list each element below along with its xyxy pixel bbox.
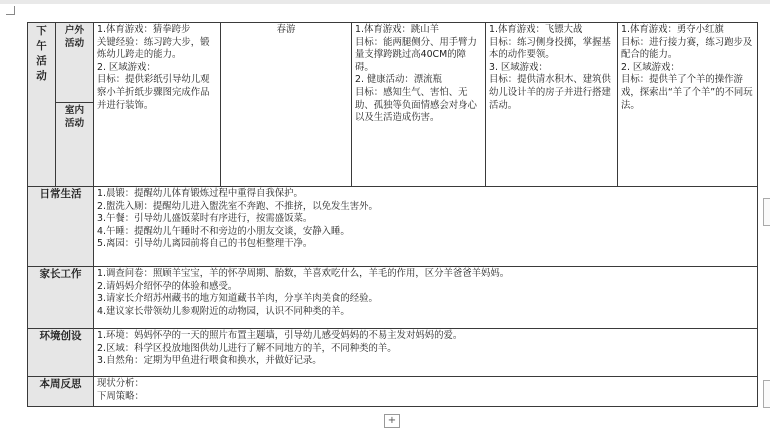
afternoon-cell-fri <box>618 23 758 187</box>
environment-row <box>28 329 758 377</box>
activity-line: 目标：能两腿侧分、用手臂力量支撑跨跳过高40CM的障碍。 <box>355 36 477 73</box>
afternoon-cell-mon <box>94 23 221 187</box>
afternoon-cell-wed <box>352 23 486 187</box>
daily-line: 1.晨锻：提醒幼儿体育锻炼过程中重得自我保护。 <box>97 188 303 199</box>
afternoon-cell-thu <box>486 23 618 187</box>
reflection-line: 现状分析： <box>97 378 144 389</box>
parent-line: 2.请妈妈介绍怀孕的体验和感受。 <box>97 280 238 292</box>
daily-line: 4.午睡：提醒幼儿午睡时不和旁边的小朋友交谈，安静入睡。 <box>97 225 350 237</box>
parent-line: 3.请家长介绍苏州藏书的地方知道藏书羊肉，分享羊肉美食的经验。 <box>97 293 378 305</box>
daily-line: 3.午餐：引导幼儿盛饭菜时有序进行，按需盛饭菜。 <box>97 213 313 225</box>
reflection-line: 下周策略： <box>97 390 144 402</box>
environment-line: 3.自然角：定期为甲鱼进行喂食和换水，并做好记录。 <box>97 355 322 367</box>
indoor-label-line: 活动 <box>64 118 85 129</box>
daily-line: 5.离园：引导幼儿离园前将自己的书包柜整理干净。 <box>97 238 313 250</box>
activity-line: 1.体育游戏：猜拳跨步 <box>97 24 191 35</box>
activity-line: 关键经验：练习跨大步，锻炼幼儿跨走的能力。 <box>97 36 210 61</box>
crop-corner-mark <box>6 6 15 15</box>
indoor-label-line: 室内 <box>64 105 85 116</box>
daily-life-content <box>94 187 758 267</box>
page-top-edge <box>0 0 770 4</box>
activity-line: 2. 区域游戏： <box>97 61 156 73</box>
activity-line: 目标：提供羊了个羊的操作游戏，探索出“羊了个羊”的不同玩法。 <box>621 74 753 111</box>
activity-line: 目标：练习侧身投掷，掌握基本的动作要领。 <box>489 36 611 61</box>
activity-line: 1.体育游戏：跳山羊 <box>355 24 439 35</box>
daily-life-row <box>28 187 758 267</box>
environment-line: 2.区域：科学区投放地图供幼儿进行了解不同地方的羊，不同种类的羊。 <box>97 342 397 354</box>
environment-content <box>94 329 758 377</box>
afternoon-label-char: 动 <box>36 70 47 82</box>
afternoon-label <box>28 23 56 187</box>
outdoor-activity-label <box>56 23 94 103</box>
parent-work-row <box>28 267 758 329</box>
side-scroll-handle[interactable] <box>763 198 770 226</box>
daily-life-label: 日常生活 <box>28 187 94 267</box>
activity-line: 1.体育游戏：飞镖大战 <box>489 24 583 35</box>
afternoon-label-char: 午 <box>36 40 47 52</box>
reflection-row <box>28 377 758 407</box>
afternoon-outdoor-row <box>28 23 758 103</box>
add-row-button[interactable]: + <box>384 414 400 428</box>
daily-line: 2.盥洗入厕：提醒幼儿进入盥洗室不奔跑、不推挤，以免发生害外。 <box>97 200 378 212</box>
afternoon-cell-tue <box>221 23 352 187</box>
reflection-content <box>94 377 758 407</box>
side-scroll-handle-lower[interactable] <box>763 380 770 408</box>
activity-line: 目标：提供清水积木、建筑供幼儿设计羊的房子并进行搭建活动。 <box>489 74 611 111</box>
parent-work-content <box>94 267 758 329</box>
activity-line: 2. 健康活动：漂流瓶 <box>355 74 442 86</box>
activity-line: 3. 区域游戏： <box>489 61 548 73</box>
activity-line: 1.体育游戏：勇夺小红旗 <box>621 24 724 35</box>
environment-line: 1.环境：妈妈怀孕的一天的照片布置主题墙，引导幼儿感受妈妈的不易主发对妈妈的爱。 <box>97 330 463 341</box>
outdoor-label-line: 活动 <box>64 38 85 49</box>
activity-line: 2. 区域游戏： <box>621 61 680 73</box>
activity-line: 目标：进行接力赛，练习跑步及配合的能力。 <box>621 36 753 61</box>
weekly-plan-table <box>27 22 758 407</box>
environment-label: 环境创设 <box>28 329 94 377</box>
outdoor-label-line: 户外 <box>64 25 85 36</box>
reflection-label: 本周反思 <box>28 377 94 407</box>
indoor-activity-label <box>56 103 94 187</box>
afternoon-label-char: 下 <box>36 25 47 37</box>
activity-line: 目标：提供彩纸引导幼儿观察小羊折纸步骤图完成作品并进行装饰。 <box>97 74 210 111</box>
parent-work-label: 家长工作 <box>28 267 94 329</box>
parent-line: 1.调查问卷：照顾羊宝宝，羊的怀孕周期、胎数，羊喜欢吃什么，羊毛的作用，区分羊爸爸羊妈妈。 <box>97 268 510 279</box>
parent-line: 4.建议家长带领幼儿参观附近的动物园，认识不同种类的羊。 <box>97 305 350 317</box>
activity-line: 春游 <box>276 24 296 35</box>
activity-line: 目标：感知生气、害怕、无助、孤独等负面情感会对身心以及生活造成伤害。 <box>355 86 477 124</box>
afternoon-label-char: 活 <box>36 55 47 67</box>
